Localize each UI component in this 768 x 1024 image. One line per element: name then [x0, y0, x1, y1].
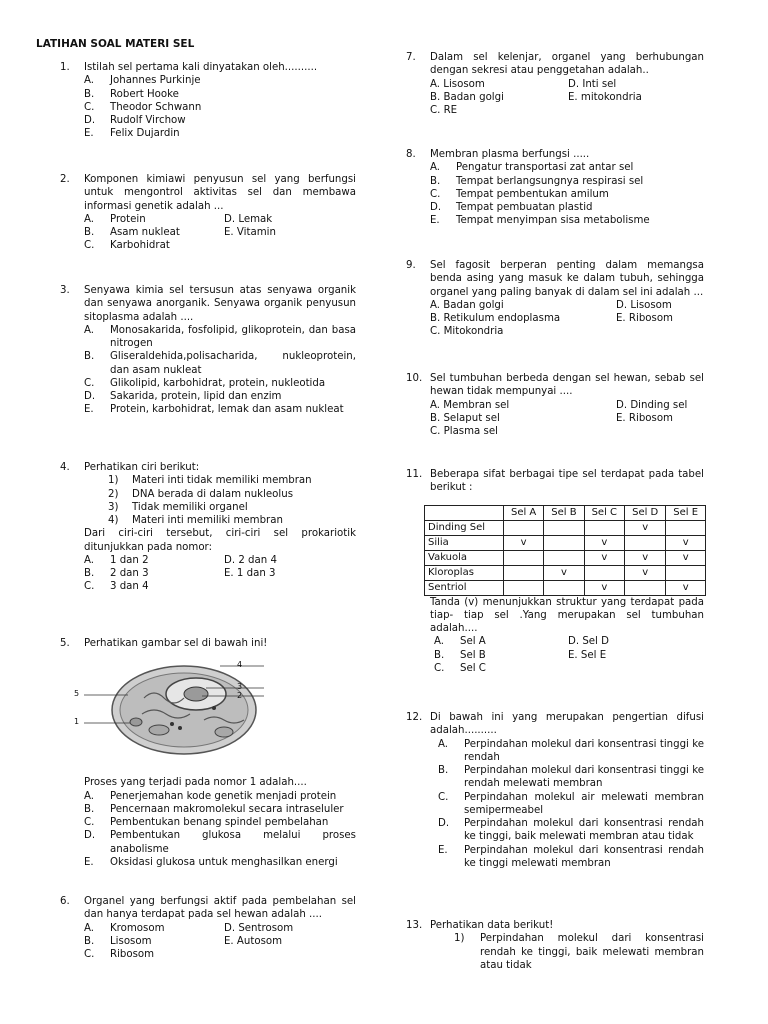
- question-followup: Proses yang terjadi pada nomor 1 adalah....: [84, 777, 307, 789]
- option: E. mitokondria: [568, 91, 642, 103]
- option: [84, 377, 356, 390]
- table-cell: [666, 565, 706, 580]
- option-letter: C.: [84, 240, 95, 252]
- question-stem: Perhatikan ciri berikut:: [84, 462, 200, 473]
- question-11: [406, 468, 704, 675]
- option: [434, 662, 568, 675]
- option-letter: B.: [84, 351, 95, 363]
- option: [84, 554, 224, 567]
- option: A. Badan golgi: [430, 299, 504, 311]
- question-12: [406, 711, 704, 870]
- option-text: Tempat menyimpan sisa metabolisme: [456, 215, 650, 227]
- options: [430, 78, 704, 118]
- option-letter: A.: [84, 554, 95, 566]
- option: D. 2 dan 4: [224, 554, 277, 566]
- option-letter: D.: [430, 202, 442, 213]
- table-cell: v: [625, 565, 666, 580]
- list-item: [108, 501, 356, 514]
- option: E. 1 dan 3: [224, 568, 276, 579]
- option-letter: D.: [84, 115, 96, 126]
- option: [430, 188, 704, 201]
- option-text: Sel B: [460, 649, 486, 661]
- table-header-cell: Sel D: [625, 505, 666, 520]
- option: [84, 790, 356, 803]
- table-cell: [504, 550, 544, 565]
- label-3: 3: [237, 682, 243, 692]
- option-letter: C.: [438, 791, 449, 803]
- option: D. Sentrosom: [224, 922, 294, 934]
- option-text: Tempat berlangsungnya respirasi sel: [456, 175, 644, 187]
- option: [84, 324, 356, 351]
- question-stem: Perhatikan gambar sel di bawah ini!: [84, 638, 268, 649]
- table-header-cell: Sel B: [544, 505, 584, 520]
- option-text: Protein, karbohidrat, lemak dan asam nukleat: [110, 404, 344, 416]
- question-number: 12.: [406, 712, 423, 723]
- option-text: Perpindahan molekul dari konsentrasi rendah ke tinggi, baik melewati membran atau tidak: [464, 818, 704, 843]
- item-text: Tidak memiliki organel: [132, 501, 248, 513]
- option: [84, 127, 356, 140]
- option: E. Vitamin: [224, 227, 276, 238]
- option-letter: A.: [84, 213, 95, 225]
- option-letter: D.: [438, 818, 450, 829]
- option: [84, 829, 356, 856]
- option-letter: C.: [84, 581, 95, 593]
- animal-cell-image: [84, 658, 264, 758]
- option: [84, 856, 356, 869]
- option: [84, 239, 224, 252]
- question-1: [36, 61, 356, 141]
- table-row: [425, 550, 706, 565]
- table-cell: v: [544, 565, 584, 580]
- option: A. Lisosom: [430, 78, 485, 90]
- table-cell: v: [625, 520, 666, 535]
- options: [84, 776, 356, 869]
- table-header-cell: Sel E: [666, 505, 706, 520]
- question-3: [36, 284, 356, 417]
- option: [434, 649, 568, 662]
- option-letter: B.: [430, 175, 441, 187]
- option-letter: B.: [84, 935, 95, 947]
- item-number: 1): [454, 933, 465, 945]
- option-text: Perpindahan molekul dari konsentrasi tinggi ke rendah: [464, 738, 704, 763]
- option: [84, 580, 224, 593]
- table-cell: [544, 580, 584, 595]
- item-text: Materi inti tidak memiliki membran: [132, 475, 312, 487]
- option-text: Theodor Schwann: [110, 101, 202, 113]
- option-letter: A.: [438, 738, 449, 750]
- question-stem: Perhatikan data berikut!: [430, 920, 554, 931]
- option-text: Asam nukleat: [110, 227, 180, 238]
- option-text: 1 dan 2: [110, 554, 149, 566]
- table-cell: v: [666, 580, 706, 595]
- option-letter: B.: [84, 568, 95, 579]
- question-13: [406, 919, 704, 972]
- option-text: Tempat pembuatan plastid: [456, 202, 593, 213]
- option: B. Selaput sel: [430, 412, 500, 424]
- option-letter: D.: [84, 830, 96, 842]
- option: [430, 161, 704, 174]
- item-number: 2): [108, 488, 119, 500]
- options: [430, 399, 704, 439]
- question-6: [36, 895, 356, 961]
- option: [438, 738, 704, 765]
- option-letter: E.: [84, 404, 94, 416]
- question-stem: Senyawa kimia sel tersusun atas senyawa organik dan senyawa anorganik. Senyawa organik penyusun sitoplasma adalah ....: [84, 285, 356, 323]
- option-letter: C.: [84, 377, 95, 389]
- option-text: Pembentukan benang spindel pembelahan: [110, 817, 329, 828]
- question-followup: Tanda (v) menunjukkan struktur yang terdapat pada tiap- tiap sel .Yang merupakan sel tumbuhan adalah....: [430, 596, 704, 634]
- options: [430, 299, 704, 339]
- option-text: Robert Hooke: [110, 88, 179, 100]
- option-text: 3 dan 4: [110, 581, 149, 593]
- table-header-cell: [425, 505, 504, 520]
- option-text: Pembentukan glukosa melalui proses anabolisme: [110, 830, 356, 855]
- item-number: 1): [108, 475, 119, 487]
- table-cell: Sentriol: [425, 580, 504, 595]
- table-cell: v: [666, 535, 706, 550]
- option-letter: A.: [84, 922, 95, 934]
- table-cell: v: [584, 550, 624, 565]
- option: [438, 817, 704, 844]
- label-5: 5: [74, 689, 80, 699]
- options: [454, 932, 704, 972]
- option-text: Monosakarida, fosfolipid, glikoprotein, dan basa nitrogen: [110, 324, 356, 349]
- table-cell: v: [584, 535, 624, 550]
- table-cell: [666, 520, 706, 535]
- table-cell: Dinding Sel: [425, 520, 504, 535]
- label-2: 2: [237, 691, 243, 701]
- option: C. Plasma sel: [430, 426, 498, 437]
- option-text: Pengatur transportasi zat antar sel: [456, 162, 634, 174]
- option-text: Sel A: [460, 636, 486, 648]
- option-text: Penerjemahan kode genetik menjadi protein: [110, 790, 337, 802]
- table-row: [425, 520, 706, 535]
- label-1: 1: [74, 717, 80, 727]
- question-number: 7.: [406, 52, 416, 63]
- option-letter: E.: [430, 215, 440, 227]
- option: [84, 74, 356, 87]
- option-text: Oksidasi glukosa untuk menghasilkan energi: [110, 856, 338, 868]
- options: [84, 324, 356, 417]
- option-letter: B.: [434, 649, 445, 661]
- option-text: Perpindahan molekul air melewati membran semipermeabel: [464, 791, 704, 816]
- table-cell: [625, 580, 666, 595]
- question-number: 3.: [60, 285, 70, 296]
- options: [430, 161, 704, 227]
- question-number: 9.: [406, 260, 416, 271]
- option-text: Perpindahan molekul dari konsentrasi tinggi ke rendah melewati membran: [464, 765, 704, 790]
- option: D. Lemak: [224, 213, 273, 225]
- option-text: 2 dan 3: [110, 568, 149, 579]
- table-cell: [504, 520, 544, 535]
- question-number: 11.: [406, 469, 423, 480]
- option-letter: C.: [84, 101, 95, 113]
- question-stem: Sel fagosit berperan penting dalam memangsa benda asing yang masuk ke dalam tubuh, sehingga organel yang paling banyak di dalam sel ini adalah ...: [430, 260, 704, 298]
- option-letter: C.: [430, 188, 441, 200]
- table-cell: Kloroplas: [425, 565, 504, 580]
- option-text: Kromosom: [110, 922, 165, 934]
- options: [84, 474, 356, 593]
- question-number: 5.: [60, 638, 70, 649]
- options: [430, 596, 704, 676]
- option-letter: C.: [84, 817, 95, 828]
- question-number: 10.: [406, 373, 423, 384]
- list-item: [108, 514, 356, 527]
- question-stem: Membran plasma berfungsi .....: [430, 149, 590, 160]
- option: [84, 935, 224, 948]
- option: [84, 816, 356, 829]
- table-cell: [625, 535, 666, 550]
- option-text: Felix Dujardin: [110, 128, 180, 140]
- item-text: DNA berada di dalam nukleolus: [132, 488, 294, 500]
- option-text: Gliseraldehida,polisacharida, nukleoprotein, dan asam nukleat: [110, 351, 356, 376]
- option: [84, 114, 356, 127]
- option: B. Badan golgi: [430, 91, 504, 103]
- options: [84, 213, 356, 253]
- option: [84, 350, 356, 377]
- option: [84, 88, 356, 101]
- option: [430, 214, 704, 227]
- table-header-row: [425, 505, 706, 520]
- question-stem: Di bawah ini yang merupakan pengertian difusi adalah..........: [430, 712, 704, 737]
- option: [84, 922, 224, 935]
- option-letter: B.: [438, 765, 449, 776]
- option-text: Johannes Purkinje: [110, 75, 201, 87]
- table-cell: v: [504, 535, 544, 550]
- table-row: [425, 535, 706, 550]
- option-letter: A.: [84, 75, 95, 87]
- option-letter: C.: [434, 662, 445, 674]
- option: E. Ribosom: [616, 313, 673, 324]
- item-text: Perpindahan molekul dari konsentrasi rendah ke tinggi, baik melewati membran atau tidak: [480, 933, 704, 971]
- option: E. Sel E: [568, 649, 607, 661]
- list-item: [108, 488, 356, 501]
- option-text: Lisosom: [110, 935, 152, 947]
- option: E. Autosom: [224, 935, 283, 947]
- option: B. Retikulum endoplasma: [430, 313, 561, 324]
- option: D. Dinding sel: [616, 399, 688, 411]
- option: [84, 803, 356, 816]
- question-10: [406, 372, 704, 438]
- option-letter: B.: [84, 803, 95, 815]
- option: D. Inti sel: [568, 78, 617, 90]
- question-number: 2.: [60, 174, 70, 185]
- question-stem: Beberapa sifat berbagai tipe sel terdapat pada tabel berikut :: [430, 469, 704, 494]
- table-cell: [504, 580, 544, 595]
- option-text: Rudolf Virchow: [110, 115, 186, 126]
- option-letter: A.: [84, 324, 95, 336]
- list-item: [108, 474, 356, 487]
- table-cell: [544, 535, 584, 550]
- question-8: [406, 148, 704, 228]
- question-number: 8.: [406, 149, 416, 160]
- option-text: Tempat pembentukan amilum: [456, 188, 609, 200]
- question-7: [406, 51, 704, 117]
- option-text: Perpindahan molekul dari konsentrasi rendah ke tinggi melewati membran: [464, 844, 704, 869]
- option-letter: B.: [84, 88, 95, 100]
- question-stem: Dalam sel kelenjar, organel yang berhubungan dengan sekresi atau penggetahan adalah..: [430, 52, 704, 77]
- table-cell: [544, 520, 584, 535]
- table-header-cell: Sel A: [504, 505, 544, 520]
- table-header-cell: Sel C: [584, 505, 624, 520]
- table-cell: [504, 565, 544, 580]
- option-text: Pencernaan makromolekul secara intraseluler: [110, 803, 344, 815]
- question-stem: Komponen kimiawi penyusun sel yang berfungsi untuk mengontrol aktivitas sel dan membawa informasi genetik adalah ...: [84, 174, 356, 212]
- item-number: 4): [108, 515, 119, 526]
- option-letter: D.: [84, 391, 96, 402]
- option: [438, 764, 704, 791]
- question-followup: Dari ciri-ciri tersebut, ciri-ciri sel prokariotik ditunjukkan pada nomor:: [84, 528, 356, 553]
- table-cell: v: [666, 550, 706, 565]
- table-row: [425, 565, 706, 580]
- option-letter: E.: [84, 856, 94, 868]
- option-letter: E.: [438, 844, 448, 856]
- table-row: [425, 580, 706, 595]
- question-4: [36, 461, 356, 594]
- cell-diagram: [74, 658, 356, 760]
- question-number: 4.: [60, 462, 70, 473]
- options: [438, 738, 704, 871]
- option-letter: B.: [84, 227, 95, 238]
- option-letter: C.: [84, 949, 95, 960]
- option: [84, 213, 224, 226]
- option: C. Mitokondria: [430, 326, 504, 338]
- option-letter: A.: [84, 790, 95, 802]
- options: [84, 922, 356, 962]
- item-number: 3): [108, 501, 119, 513]
- option: D. Lisosom: [616, 299, 672, 311]
- option-text: Sakarida, protein, lipid dan enzim: [110, 391, 282, 402]
- question-number: 6.: [60, 896, 70, 907]
- label-4: 4: [237, 660, 243, 670]
- option: [84, 948, 224, 961]
- table-cell: Silia: [425, 535, 504, 550]
- option: [438, 844, 704, 871]
- option: [84, 226, 224, 239]
- question-5: [36, 637, 356, 869]
- question-2: [36, 173, 356, 253]
- option-text: Ribosom: [110, 949, 155, 960]
- options: [84, 74, 356, 140]
- item-text: Materi inti memiliki membran: [132, 515, 283, 526]
- option: [84, 390, 356, 403]
- table-cell: [584, 520, 624, 535]
- table-cell: v: [584, 580, 624, 595]
- option: [430, 201, 704, 214]
- question-stem: Organel yang berfungsi aktif pada pembelahan sel dan hanya terdapat pada sel hewan adalah ....: [84, 896, 356, 921]
- cell-properties-table: [424, 505, 706, 596]
- option: [84, 567, 224, 580]
- option: [430, 175, 704, 188]
- option-text: Karbohidrat: [110, 240, 170, 252]
- option-letter: A.: [434, 636, 445, 648]
- question-9: [406, 259, 704, 339]
- option-text: Sel C: [460, 662, 486, 674]
- option: [84, 403, 356, 416]
- option-letter: E.: [84, 128, 94, 140]
- list-item: [454, 932, 704, 972]
- option: [434, 635, 568, 648]
- option-text: Glikolipid, karbohidrat, protein, nukleotida: [110, 377, 326, 389]
- table-cell: [544, 550, 584, 565]
- question-stem: Istilah sel pertama kali dinyatakan oleh..........: [84, 62, 318, 73]
- option: E. Ribosom: [616, 412, 673, 424]
- option-text: Protein: [110, 213, 146, 225]
- option: D. Sel D: [568, 636, 609, 648]
- question-number: 1.: [60, 62, 70, 73]
- question-number: 13.: [406, 920, 423, 931]
- question-stem: Sel tumbuhan berbeda dengan sel hewan, sebab sel hewan tidak mempunyai ....: [430, 373, 704, 398]
- table-cell: v: [625, 550, 666, 565]
- option: A. Membran sel: [430, 399, 510, 411]
- option-letter: A.: [430, 162, 441, 174]
- option: C. RE: [430, 105, 458, 116]
- option: [438, 791, 704, 818]
- page-title: LATIHAN SOAL MATERI SEL: [36, 38, 195, 50]
- table-cell: Vakuola: [425, 550, 504, 565]
- table-cell: [584, 565, 624, 580]
- option: [84, 101, 356, 114]
